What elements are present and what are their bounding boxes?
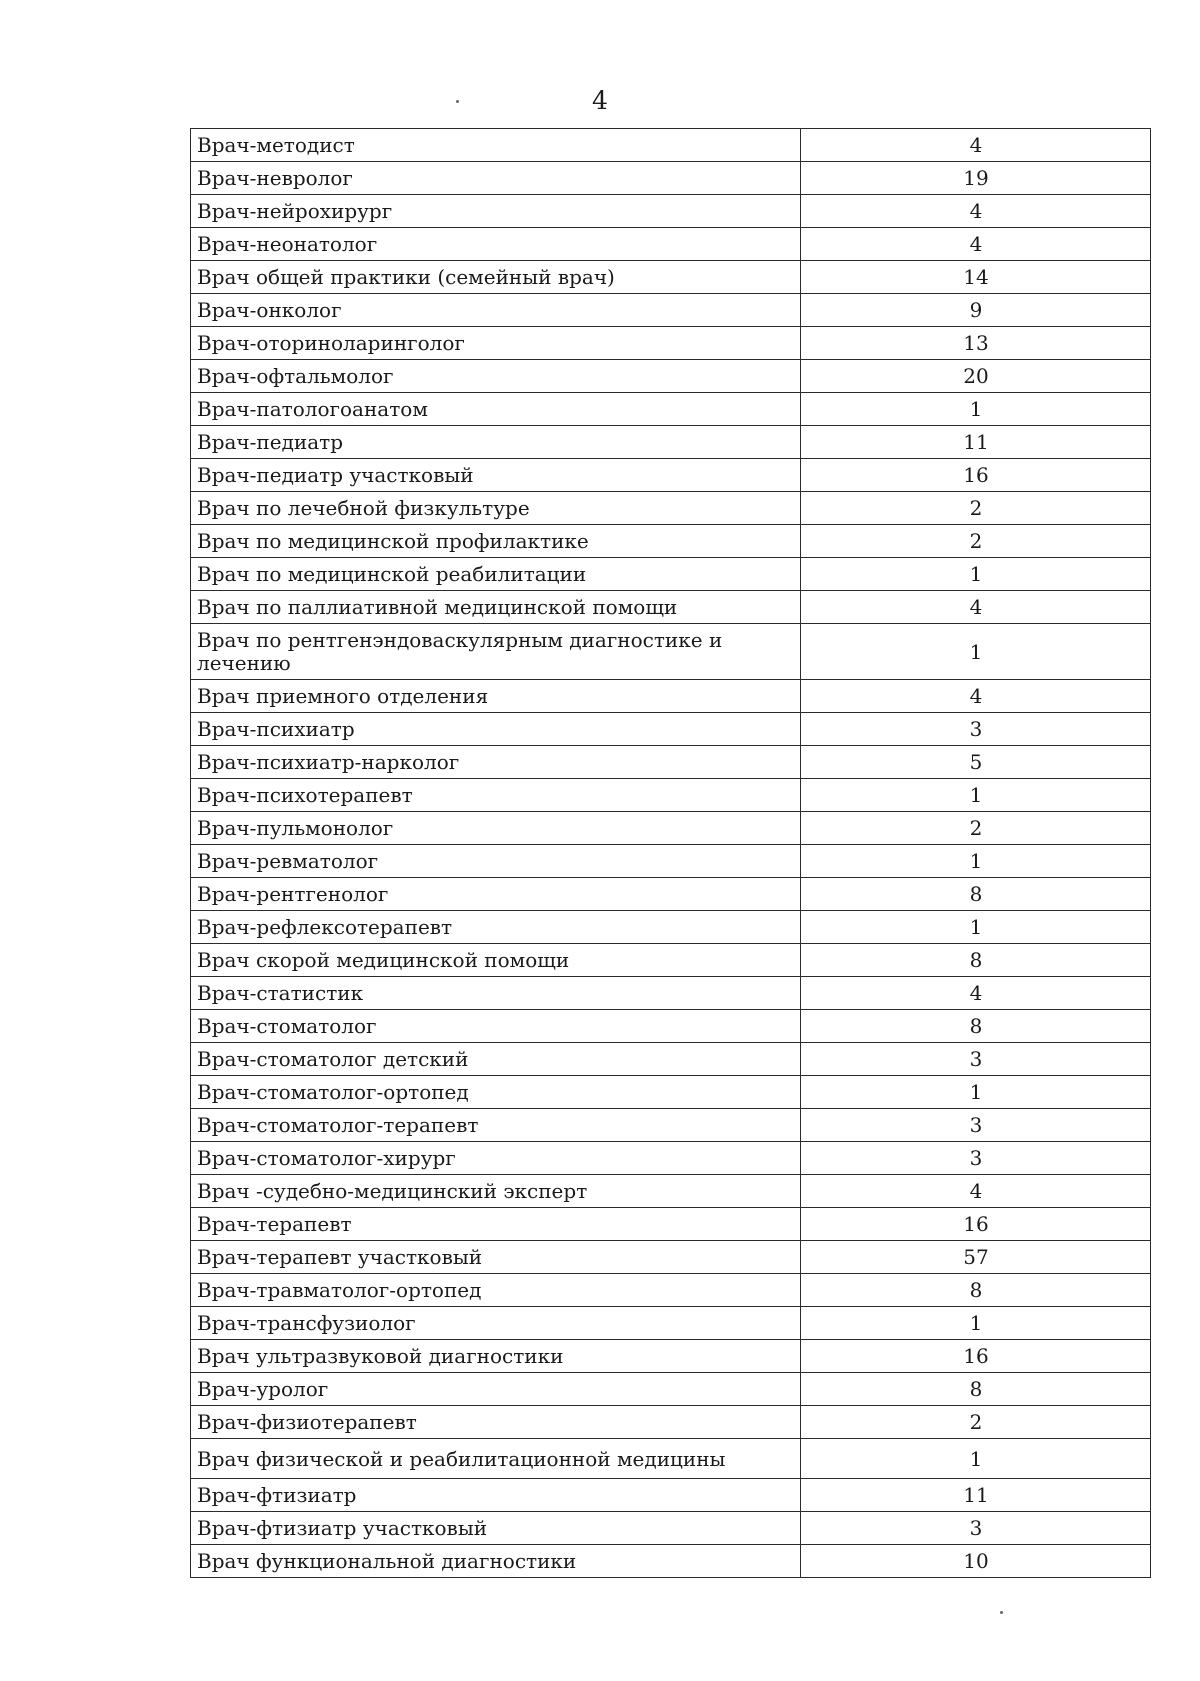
position-name: Врач приемного отделения	[191, 680, 801, 713]
position-name: Врач-оториноларинголог	[191, 327, 801, 360]
position-name: Врач-патологоанатом	[191, 393, 801, 426]
scan-speck	[1000, 1611, 1003, 1614]
position-count: 11	[801, 426, 1151, 459]
position-name: Врач-психотерапевт	[191, 779, 801, 812]
position-count: 16	[801, 1208, 1151, 1241]
table-row	[191, 1175, 1151, 1208]
table-row	[191, 558, 1151, 591]
table-row	[191, 1439, 1151, 1479]
position-name: Врач по паллиативной медицинской помощи	[191, 591, 801, 624]
position-name: Врач-педиатр	[191, 426, 801, 459]
position-count: 5	[801, 746, 1151, 779]
position-name: Врач-терапевт	[191, 1208, 801, 1241]
position-count: 13	[801, 327, 1151, 360]
position-name: Врач-стоматолог-хирург	[191, 1142, 801, 1175]
position-count: 16	[801, 1340, 1151, 1373]
staff-table	[190, 128, 1151, 1578]
table-row	[191, 426, 1151, 459]
position-count: 3	[801, 1142, 1151, 1175]
position-name: Врач скорой медицинской помощи	[191, 944, 801, 977]
position-name: Врач-стоматолог	[191, 1010, 801, 1043]
table-row	[191, 713, 1151, 746]
table-row	[191, 327, 1151, 360]
position-count: 8	[801, 1373, 1151, 1406]
position-count: 2	[801, 492, 1151, 525]
table-row	[191, 1043, 1151, 1076]
staff-table-body	[191, 129, 1151, 1578]
position-name: Врач-трансфузиолог	[191, 1307, 801, 1340]
position-count: 10	[801, 1545, 1151, 1578]
scan-speck	[456, 100, 459, 103]
table-row	[191, 459, 1151, 492]
position-name: Врач-травматолог-ортопед	[191, 1274, 801, 1307]
position-count: 1	[801, 779, 1151, 812]
table-row	[191, 812, 1151, 845]
position-name: Врач-методист	[191, 129, 801, 162]
position-count: 8	[801, 878, 1151, 911]
position-name: Врач-статистик	[191, 977, 801, 1010]
table-row	[191, 624, 1151, 680]
position-name: Врач по лечебной физкультуре	[191, 492, 801, 525]
position-name: Врач физической и реабилитационной медицины	[191, 1439, 801, 1479]
position-name: Врач-рентгенолог	[191, 878, 801, 911]
position-name: Врач-стоматолог-терапевт	[191, 1109, 801, 1142]
table-row	[191, 261, 1151, 294]
position-count: 4	[801, 129, 1151, 162]
position-count: 2	[801, 1406, 1151, 1439]
position-count: 1	[801, 1076, 1151, 1109]
position-name: Врач -судебно-медицинский эксперт	[191, 1175, 801, 1208]
table-row	[191, 294, 1151, 327]
position-count: 3	[801, 1109, 1151, 1142]
table-row	[191, 1274, 1151, 1307]
page-number: 4	[592, 86, 608, 115]
table-row	[191, 845, 1151, 878]
position-name: Врач по медицинской профилактике	[191, 525, 801, 558]
position-name: Врач-стоматолог-ортопед	[191, 1076, 801, 1109]
table-row	[191, 1142, 1151, 1175]
position-count: 1	[801, 558, 1151, 591]
table-row	[191, 1010, 1151, 1043]
table-row	[191, 492, 1151, 525]
position-count: 11	[801, 1479, 1151, 1512]
position-name: Врач-психиатр-нарколог	[191, 746, 801, 779]
position-count: 3	[801, 1512, 1151, 1545]
position-name: Врач по рентгенэндоваскулярным диагностике и лечению	[191, 624, 801, 680]
table-row	[191, 1406, 1151, 1439]
position-count: 9	[801, 294, 1151, 327]
position-name: Врач-невролог	[191, 162, 801, 195]
table-row	[191, 360, 1151, 393]
position-count: 3	[801, 713, 1151, 746]
position-count: 2	[801, 525, 1151, 558]
table-row	[191, 878, 1151, 911]
table-row	[191, 1307, 1151, 1340]
table-row	[191, 746, 1151, 779]
position-count: 3	[801, 1043, 1151, 1076]
position-name: Врач-физиотерапевт	[191, 1406, 801, 1439]
position-count: 16	[801, 459, 1151, 492]
position-name: Врач-нейрохирург	[191, 195, 801, 228]
position-count: 1	[801, 845, 1151, 878]
position-name: Врач-онколог	[191, 294, 801, 327]
table-row	[191, 228, 1151, 261]
position-count: 8	[801, 1010, 1151, 1043]
position-name: Врач-фтизиатр участковый	[191, 1512, 801, 1545]
table-row	[191, 525, 1151, 558]
table-row	[191, 1545, 1151, 1578]
position-name: Врач-рефлексотерапевт	[191, 911, 801, 944]
table-row	[191, 1479, 1151, 1512]
position-count: 4	[801, 680, 1151, 713]
position-name: Врач-офтальмолог	[191, 360, 801, 393]
table-row	[191, 1373, 1151, 1406]
position-name: Врач-фтизиатр	[191, 1479, 801, 1512]
position-count: 4	[801, 1175, 1151, 1208]
position-name: Врач общей практики (семейный врач)	[191, 261, 801, 294]
table-row	[191, 1340, 1151, 1373]
table-row	[191, 393, 1151, 426]
table-row	[191, 911, 1151, 944]
table-row	[191, 1076, 1151, 1109]
table-row	[191, 1208, 1151, 1241]
position-name: Врач-неонатолог	[191, 228, 801, 261]
position-name: Врач-пульмонолог	[191, 812, 801, 845]
position-count: 57	[801, 1241, 1151, 1274]
table-row	[191, 195, 1151, 228]
position-name: Врач-терапевт участковый	[191, 1241, 801, 1274]
position-name: Врач по медицинской реабилитации	[191, 558, 801, 591]
table-row	[191, 591, 1151, 624]
table-row	[191, 680, 1151, 713]
position-name: Врач-психиатр	[191, 713, 801, 746]
position-count: 4	[801, 977, 1151, 1010]
position-count: 4	[801, 195, 1151, 228]
position-name: Врач-стоматолог детский	[191, 1043, 801, 1076]
position-count: 4	[801, 228, 1151, 261]
position-count: 8	[801, 944, 1151, 977]
position-count: 2	[801, 812, 1151, 845]
position-name: Врач ультразвуковой диагностики	[191, 1340, 801, 1373]
table-row	[191, 1109, 1151, 1142]
position-count: 8	[801, 1274, 1151, 1307]
position-count: 19	[801, 162, 1151, 195]
position-count: 4	[801, 591, 1151, 624]
position-count: 1	[801, 1439, 1151, 1479]
position-count: 1	[801, 393, 1151, 426]
position-name: Врач-уролог	[191, 1373, 801, 1406]
position-count: 1	[801, 1307, 1151, 1340]
table-row	[191, 779, 1151, 812]
position-name: Врач-педиатр участковый	[191, 459, 801, 492]
position-name: Врач функциональной диагностики	[191, 1545, 801, 1578]
table-row	[191, 944, 1151, 977]
table-row	[191, 162, 1151, 195]
position-name: Врач-ревматолог	[191, 845, 801, 878]
position-count: 1	[801, 624, 1151, 680]
table-row	[191, 1241, 1151, 1274]
position-count: 20	[801, 360, 1151, 393]
position-count: 14	[801, 261, 1151, 294]
table-row	[191, 129, 1151, 162]
table-row	[191, 1512, 1151, 1545]
position-count: 1	[801, 911, 1151, 944]
table-row	[191, 977, 1151, 1010]
